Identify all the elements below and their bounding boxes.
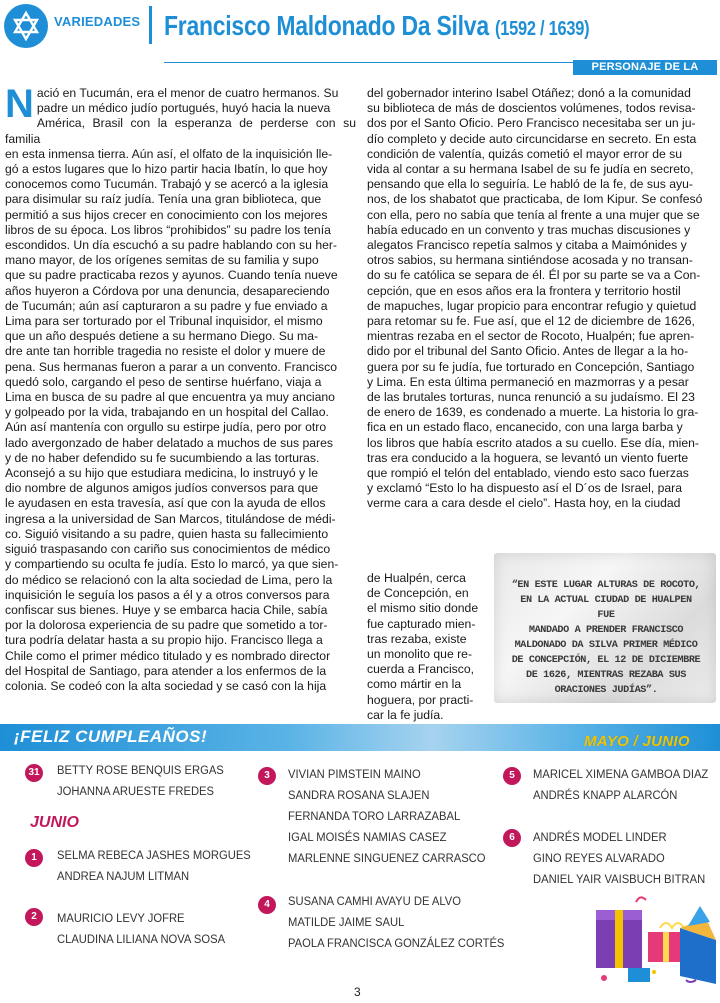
birthday-group	[533, 827, 705, 890]
text-line: dido por el tribunal del Santo Oficio. Antes de llegar a la ho-	[367, 344, 689, 359]
date-badge: 6	[503, 829, 521, 847]
text-line: fue capturado mien-	[367, 616, 476, 631]
gift-boxes-icon	[588, 888, 718, 988]
text-line: lado avergonzado de haber delatado a muchos de sus pares	[5, 435, 333, 450]
text-line: dos por el Santo Oficio. Pero Francisco necesitaba ser un ju-	[367, 116, 696, 131]
text-line: conocemos como Tucumán. Trabajó y se acercó a la iglesia	[5, 177, 329, 192]
text-line: otros sabios, su hermana sintiéndose acosada y no transan-	[367, 253, 693, 268]
star-of-david-icon	[4, 4, 48, 48]
text-line: de Tucumán; aún así capturaron a su padre y fue enviado a	[5, 298, 328, 313]
birthday-group	[288, 891, 504, 954]
text-line: do médico se relacionó con la alta sociedad de Lima, pero la	[5, 572, 333, 587]
text-line: alegatos Francisco repetía salmos y citaba a Maimónides y	[367, 238, 687, 253]
text-line: condición de valentía, quizás cometió el mayor error de su	[367, 146, 683, 161]
text-line: gó a estos lugares que lo hizo partir hacia Ibatín, lo que hoy	[5, 162, 328, 177]
text-line: hoguera, por practi-	[367, 692, 474, 707]
text-line: de Hualpén, cerca	[367, 571, 466, 585]
text-line: mano mayor, de los orígenes semitas de su familia y supo	[5, 253, 319, 268]
text-line: y de no haber defendido su fe sucumbiendo a las torturas.	[5, 450, 320, 465]
text-line: un monolito que re-	[367, 647, 473, 662]
text-line: cuerda a Francisco,	[367, 662, 475, 677]
text-line: guera por su fe judía, fue torturado en Concepción, Santiago	[367, 359, 695, 374]
birthday-name: SUSANA CAMHI AVAYU DE ALVO	[288, 894, 462, 908]
text-line: los libros que había escrito atados a su cuello. Ese día, mien-	[367, 435, 699, 450]
text-line: de enero de 1639, es condenado a muerte. La historia lo gra-	[367, 405, 699, 420]
date-badge: 4	[258, 896, 276, 914]
monument-photo	[494, 553, 716, 703]
text-line: y exclamó “Esto lo ha dispuesto así el D´os de Israel, para	[367, 481, 682, 496]
birthday-title: ¡FELIZ CUMPLEAÑOS!	[14, 727, 208, 746]
text-line: para retomar su fe. Fue así, que el 12 de diciembre de 1626,	[367, 314, 695, 329]
text-line: colonia. Se codeó con la alta sociedad y se casó con la hija	[5, 678, 327, 693]
text-line: en esta inmensa tierra. Aún así, el olfato de la inquisición lle-	[5, 146, 333, 161]
text-line: confiscar sus bienes. Huye y se embarca hacia Chile, sabía	[5, 602, 328, 617]
dropcap: N	[5, 82, 34, 126]
text-line: había educado en un convento y tras muchas discusiones y	[367, 222, 691, 237]
birthday-name: GINO REYES ALVARADO	[533, 851, 665, 865]
text-line: que su padre practicaba rezos y ayunos. Cuando tenía nueve	[5, 268, 338, 283]
text-line: inquisición le seguía los pasos a él y a otros conversos para	[5, 587, 330, 602]
birthday-months: MAYO / JUNIO	[584, 733, 690, 750]
birthday-name: MARLENNE SINGUENEZ CARRASCO	[288, 851, 486, 865]
text-line: tura podría delatar hasta a su propio hijo. Francisco llega a	[5, 633, 323, 648]
text-line: con ella, pero no sabía que tenía al frente a una mujer que se	[367, 207, 700, 222]
text-line: Aconsejó a su hijo que estudiara medicina, lo instruyó y le	[5, 466, 318, 481]
text-line: Lima para ser torturado por el Tribunal inquisidor, el mismo	[5, 314, 323, 329]
text-line: años huyeron a Córdova por una denuncia, desapareciendo	[5, 283, 330, 298]
article-column-narrow	[367, 571, 490, 723]
birthday-name: MATILDE JAIME SAUL	[288, 915, 405, 929]
text-line: dío completo y decide auto circuncidarse en secreto. En esta	[367, 131, 697, 146]
text-line: escondidos. Un día escuchó a su padre hablando con su her-	[5, 238, 337, 253]
text-line: y Lima. En esta última permaneció en mazmorras y a pesar	[367, 374, 689, 389]
article-column-right	[367, 86, 717, 512]
text-line: del gobernador interino Isabel Otáñez; donó a la comunidad	[367, 86, 691, 100]
text-line: de mapuches, lugar propicio para encontrar refugio y quietud	[367, 298, 697, 313]
birthday-name: DANIEL YAIR VAISBUCH BITRAN	[533, 872, 706, 886]
birthday-name: PAOLA FRANCISCA GONZÁLEZ CORTÉS	[288, 936, 505, 950]
text-line: el mismo sitio donde	[367, 601, 479, 616]
text-line: Chile como el primer médico titulado y es nombrado director	[5, 648, 331, 663]
text-line: tras era conducido a la hoguera, se levantó un viento fuerte	[367, 450, 689, 465]
date-badge: 3	[258, 767, 276, 785]
text-line: que un año después detiene a su hermano Diego. Su ma-	[5, 329, 319, 344]
text-line: pensando que ella lo seguiría. Le habló de la fe, de sus ayu-	[367, 177, 693, 192]
date-badge: 2	[25, 908, 43, 926]
text-line: que rompió el telón del entablado, viendo esto saco fuerzas	[367, 466, 689, 481]
birthday-name: VIVIAN PIMSTEIN MAINO	[288, 767, 421, 781]
section-kicker: PERSONAJE DE LA SEMANA	[573, 60, 717, 75]
text-line: car la fe judía.	[367, 707, 444, 722]
text-line: su biblioteca de más de doscientos volúmenes, todos revisa-	[367, 101, 696, 116]
birthday-name: ANDRÉS MODEL LINDER	[533, 830, 667, 844]
month-label-june: JUNIO	[30, 814, 79, 831]
text-line: do su fe católica se separa de él. Él por su parte se va a Con-	[367, 268, 701, 283]
text-line: de las brutales torturas, nunca renunció a su judaísmo. El 23	[367, 390, 695, 405]
title-years: (1592 / 1639)	[494, 18, 590, 40]
article-title	[164, 10, 589, 42]
text-line: y compartiendo su oculta fe judía. Esto lo marcó, ya que sien-	[5, 557, 339, 572]
birthday-name: FERNANDA TORO LARRAZABAL	[288, 809, 461, 823]
birthday-name: ANDRÉS KNAPP ALARCÓN	[533, 788, 678, 802]
monument-inscription: “EN ESTE LUGAR ALTURAS DE ROCOTO, EN LA ACTUAL CIUDAD DE HUALPEN FUE MANDADO A PRENDER FRANCISCO MALDONADO DA SILVA PRIMER MÉDICO DE CONCEPCIÓN, EL 12 DE DICIEMBRE DE 1626, MIENTRAS REZABA SUS ORACIONES JUDÍAS”.	[511, 580, 701, 696]
article-column-left	[5, 82, 356, 694]
text-line: Aún así mantenía con orgullo su estirpe judía, pero por otro	[5, 420, 327, 435]
birthday-name: JOHANNA ARUESTE FREDES	[57, 784, 215, 798]
text-line: por la dolorosa experiencia de su padre que sometido a tor-	[5, 618, 328, 633]
text-line: padre un médico judío portugués, huyó hacia la nueva	[36, 101, 331, 116]
text-line: permitió a sus hijos crecer en conocimiento con los mejores	[5, 207, 328, 222]
text-line: libros de su época. Los libros “prohibidos” su padre los tenía	[5, 222, 331, 237]
text-line: nos, de los shabatot que practicaba, de Iom Kipur. Se confesó	[367, 192, 703, 207]
text-line: fica en un estado flaco, encanecido, con una larga barba y	[367, 420, 683, 435]
birthday-name: SANDRA ROSANA SLAJEN	[288, 788, 430, 802]
birthday-name: BETTY ROSE BENQUIS ERGAS	[57, 763, 224, 777]
text-line: siguió traspasando con cariño sus conocimientos de médico	[5, 542, 331, 557]
text-line: dio nombre de algunos amigos judíos conversos para que	[5, 481, 319, 496]
page-number: 3	[354, 985, 361, 999]
text-line: América, Brasil con la esperanza de perderse con su familia	[5, 116, 356, 146]
section-tag: VARIEDADES	[54, 14, 141, 29]
header-divider	[149, 6, 152, 44]
text-line: verme cara a cara desde el cielo”. Hasta hoy, en la ciudad	[367, 496, 681, 511]
text-line: quedó solo, cargando el peso de sentirse huérfano, viaja a	[5, 374, 322, 389]
text-line: pena. Sus hermanas fueron a parar a un convento. Francisco	[5, 359, 337, 374]
text-line: como mártir en la	[367, 677, 462, 692]
birthday-name: MAURICIO LEVY JOFRE	[57, 911, 185, 925]
birthday-group	[57, 760, 224, 802]
text-line: tras rezaba, existe	[367, 631, 467, 646]
birthday-name: SELMA REBECA JASHES MORGUES	[57, 848, 251, 862]
birthday-group	[57, 845, 251, 887]
title-name: Francisco Maldonado Da Silva	[164, 10, 489, 41]
text-line: y golpeado por la vida, trabajando en un hospital del Callao.	[5, 405, 329, 420]
text-line: de Concepción, en	[367, 586, 469, 601]
text-line: mientras rezaba en el sector de Rocoto, Hualpén; fue apren-	[367, 329, 695, 344]
date-badge: 1	[25, 849, 43, 867]
text-line: cepción, que en esos años era la frontera y territorio hostil	[367, 283, 681, 298]
text-line: del Hospital de Santiago, para atender a los enfermos de la	[5, 663, 327, 678]
text-line: vida al contar a su hermana Isabel de su fe judía en secreto,	[367, 162, 694, 177]
text-line: le ayudasen en esta travesía, así que con la ayuda de ellos	[5, 496, 326, 511]
text-line: ingresa a la universidad de San Marcos, titulándose de médi-	[5, 511, 336, 526]
left-text	[5, 82, 356, 693]
birthday-group	[533, 764, 708, 806]
text-line: dre ante tan horrible tragedia no resiste el dolor y muere de	[5, 344, 326, 359]
birthday-name: IGAL MOISÉS NAMIAS CASEZ	[288, 830, 447, 844]
birthday-name: ANDREA NAJUM LITMAN	[57, 869, 190, 883]
date-badge: 5	[503, 767, 521, 785]
text-line: para disimular su raíz judía. Tenía una gran biblioteca, que	[5, 192, 322, 207]
birthday-name: CLAUDINA LILIANA NOVA SOSA	[57, 932, 226, 946]
text-line: Lima en busca de su padre al que encuentra ya muy anciano	[5, 390, 335, 405]
date-badge: 31	[25, 764, 43, 782]
birthday-name: MARICEL XIMENA GAMBOA DIAZ	[533, 767, 709, 781]
birthday-group	[288, 764, 485, 869]
birthday-group	[57, 908, 225, 950]
text-line: co. Siguió visitando a su padre, quien hasta su fallecimiento	[5, 526, 329, 541]
text-line: ació en Tucumán, era el menor de cuatro hermanos. Su	[36, 86, 339, 100]
